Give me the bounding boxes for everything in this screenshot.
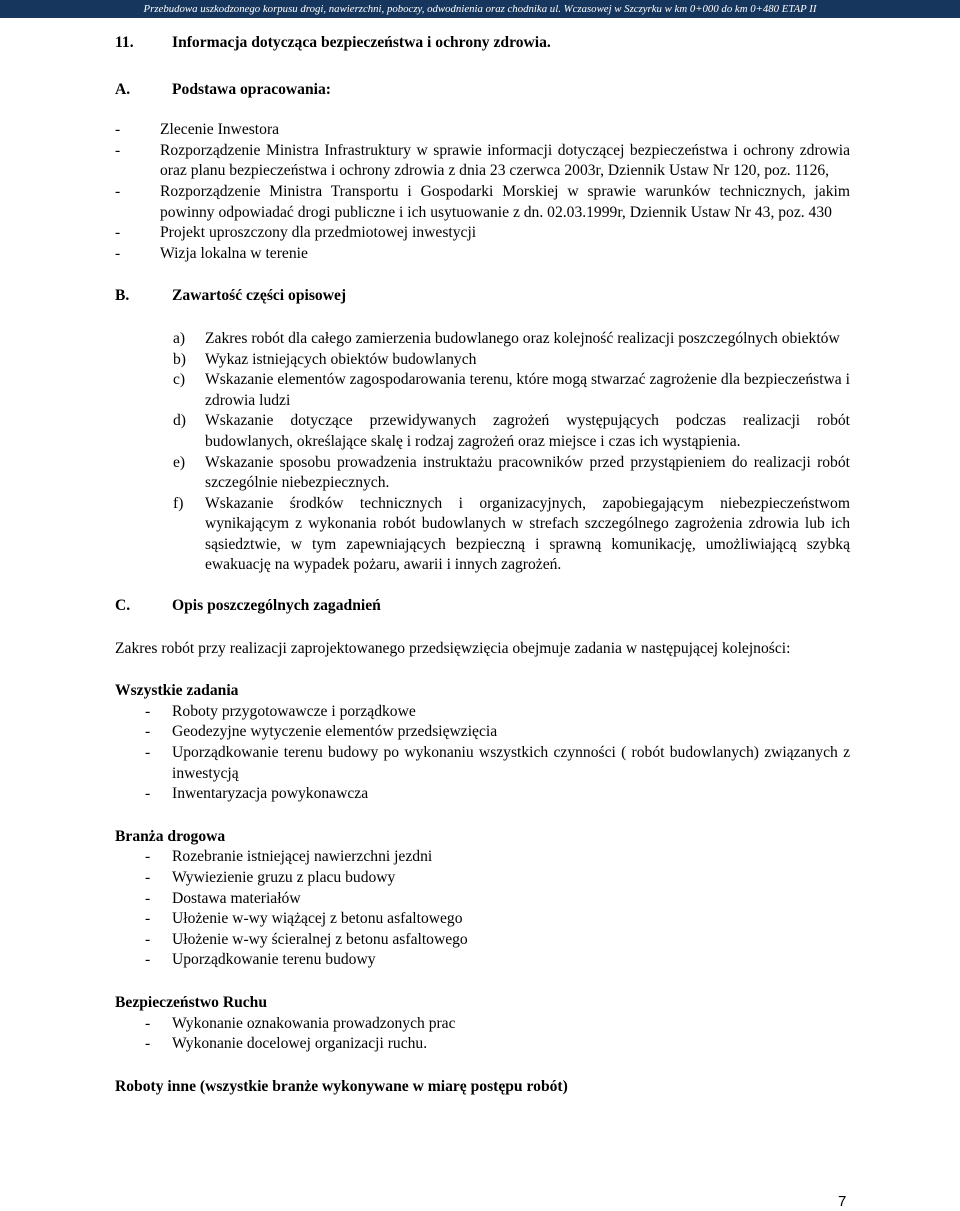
group-title-traffic-safety: Bezpieczeństwo Ruchu — [115, 993, 268, 1011]
list-item: - Wykonanie docelowej organizacji ruchu. — [145, 1035, 428, 1053]
section-title: Informacja dotycząca bezpieczeństwa i ochrony zdrowia. — [172, 34, 551, 51]
section-number: 11. — [115, 34, 134, 51]
subsection-b-letter: B. — [115, 287, 130, 305]
subsection-b-heading — [115, 286, 850, 307]
list-item: a) Zakres robót dla całego zamierzenia budowlanego oraz kolejność realizacji poszczególnych obiektów — [173, 329, 840, 347]
list-item: - Inwentaryzacja powykonawcza — [145, 785, 369, 803]
group-list-all-tasks — [145, 702, 850, 805]
list-item: - Ułożenie w-wy ścieralnej z betonu asfaltowego — [145, 930, 468, 948]
list-item: b) Wykaz istniejących obiektów budowlanych — [173, 350, 477, 368]
list-item: - Wywiezienie gruzu z placu budowy — [145, 869, 396, 886]
list-item: - Projekt uproszczony dla przedmiotowej inwestycji — [115, 224, 477, 242]
list-item: - Roboty przygotowawcze i porządkowe — [145, 702, 416, 720]
subsection-a-heading — [115, 80, 850, 101]
list-item: - Rozporządzenie Ministra Infrastruktury w sprawie informacji dotyczącej bezpieczeństwa i ochrony zdrowia oraz planu bezpieczeństwa i ochrony zdrowia z dnia 23 czerwca 2003r, Dziennik Ustaw Nr 120, poz. 1126, — [115, 141, 850, 180]
group-title-all-tasks: Wszystkie zadania — [115, 682, 239, 700]
list-item: - Uporządkowanie terenu budowy — [145, 951, 376, 969]
list-item: f) Wskazanie środków technicznych i organizacyjnych, zapobiegającym niebezpieczeństwom wynikającym z wykonania robót budowlanych w strefach szczególnego zagrożenia zdrowia lub ich sąsiedztwie, w tym zapewniających bezpieczną i sprawną komunikację, umożliwiającą szybką ewakuację na wypadek pożaru, awarii i innych zagrożeń. — [173, 494, 850, 574]
subsection-c-heading — [115, 596, 850, 617]
document-body — [115, 28, 850, 1097]
page-number: 7 — [838, 1193, 847, 1210]
list-item: - Rozporządzenie Ministra Transportu i Gospodarki Morskiej w sprawie warunków technicznych, jakim powinny odpowiadać drogi publiczne i ich usytuowanie z dn. 02.03.1999r, Dziennik Ustaw Nr 43, poz. 430 — [115, 182, 850, 221]
scope-intro: Zakres robót przy realizacji zaprojektowanego przedsięwzięcia obejmuje zadania w następującej kolejności: — [115, 639, 791, 657]
subsection-a-letter: A. — [115, 80, 131, 98]
list-item: d) Wskazanie dotyczące przewidywanych zagrożeń występujących podczas realizacji robót budowlanych, określające skalę i rodzaj zagrożeń oraz miejsce i czas ich wystąpienia. — [173, 412, 850, 450]
group-title-road: Branża drogowa — [115, 827, 226, 845]
list-item: - Uporządkowanie terenu budowy po wykonaniu wszystkich czynności ( robót budowlanych) związanych z inwestycją — [145, 744, 850, 782]
subsection-b-title: Zawartość części opisowej — [172, 287, 347, 305]
group-list-road — [145, 847, 850, 971]
subsection-c-title: Opis poszczególnych zagadnień — [172, 597, 381, 615]
list-item: - Ułożenie w-wy wiążącej z betonu asfaltowego — [145, 910, 463, 928]
basis-list — [115, 120, 850, 264]
content-list — [173, 329, 850, 576]
list-item: - Wizja lokalna w terenie — [115, 244, 308, 262]
running-header: Przebudowa uszkodzonego korpusu drogi, nawierzchni, poboczy, odwodnienia oraz chodnika ul. Wczasowej w Szczyrku w km 0+000 do km 0+480 ETAP II — [0, 0, 960, 18]
list-item: - Dostawa materiałów — [145, 889, 301, 907]
subsection-c-letter: C. — [115, 597, 131, 615]
list-item: e) Wskazanie sposobu prowadzenia instruktażu pracowników przed przystąpieniem do realizacji robót szczególnie niebezpiecznych. — [173, 453, 850, 492]
group-list-traffic-safety — [145, 1014, 850, 1055]
list-item: - Rozebranie istniejącej nawierzchni jezdni — [145, 848, 433, 866]
list-item: - Geodezyjne wytyczenie elementów przedsięwzięcia — [145, 723, 498, 741]
list-item: c) Wskazanie elementów zagospodarowania terenu, które mogą stwarzać zagrożenie dla bezpieczeństwa i zdrowia ludzi — [173, 371, 850, 409]
subsection-a-title: Podstawa opracowania: — [172, 80, 331, 98]
group-title-other-works: Roboty inne (wszystkie branże wykonywane w miarę postępu robót) — [115, 1077, 568, 1095]
list-item: - Zlecenie Inwestora — [115, 121, 280, 139]
section-heading — [115, 33, 850, 54]
list-item: - Wykonanie oznakowania prowadzonych prac — [145, 1014, 456, 1032]
